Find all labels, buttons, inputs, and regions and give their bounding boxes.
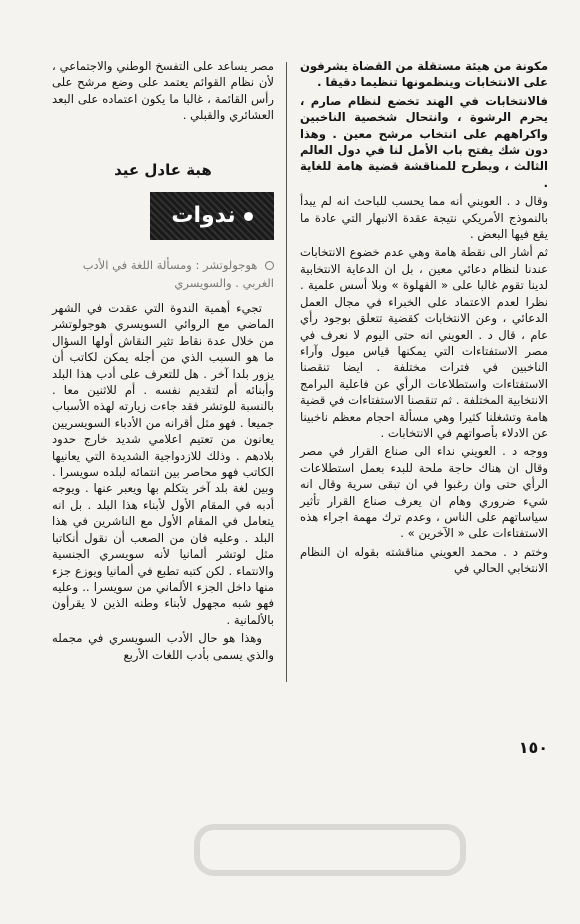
left-body-paragraph: تجيء أهمية الندوة التي عقدت في الشهر الماضي مع الروائي السويسري هوجولوتشر من خلال عدة نقاط تثير النقاش أولها السؤال ما هو السبب الذي من أجله يمكن لكاتب أن يزور بلدا آخر . هل للتعرف على أدب هذا البلد وأبنائه أم لتقديم نفسه . أم للاثنين معا . بالنسبة للوتشر فقد جاءت زيارته لهذه الأسباب جميعا . فهو مثل أقرانه من الأدباء السويسريين يعانون من تعتيم اعلامي شديد خارج حدود بلادهم . وذلك للازدواجية الشديدة التي يعانيها الكاتب فهو محاصر بين انتمائه لبلده سويسرا . وبين لغة بلد آخر يتكلم بها ويعبر عنها . ويوجه أدبه في المقام الأول لأبناء هذا البلد . بل انه يتعامل في المقام الأول مع الناشرين في هذا البلد . وعليه فان من الصعب أن نقول أنكاتبا مثل لوتشر ألمانيا لأنه سويسري الجنسية والانتماء . لكن كتبه تطبع في ألمانيا ويوزع جزء منها داخل الجزء الألماني من سويسرا .. وعليه فهو شبه مجهول لأبناء وطنه الذين لا يقرأون بالألمانية . <box>52 301 274 627</box>
right-column <box>300 58 548 579</box>
banner-bullet-icon <box>244 212 253 221</box>
right-paragraph: ثم أشار الى نقطة هامة وهي عدم خضوع الانتخابات عندنا لنظام دعائي معين ، بل ان الدعاية الانتخابية لدينا تقوم غالبا على « الفهلوة » وبلا أسس علمية . نظرا لعدم الاعتماد على الخبراء في مجال العمل الدعائي ، وعن الانتخابات كقضية تتعلق بوجود رأي عام ، قال د . العويني انه حتى اليوم لا نعرف في مصر الاستفتاءات التي يمكنها قياس ميول وآراء الناخبين في فترات مختلفة . ايضا تنقصنا الاستفتاءات واستطلاعات الرأي عن فاعلية البرامج الانتخابية المختلفة . ثم تنقصنا الاستفتاءات في قضية هامة وتشغلنا كثيرا وهي مسألة احجام معظم ناخبينا عن الادلاء بأصواتهم في الانتخابات . <box>300 245 548 440</box>
right-paragraph: مكونة من هيئة مستقلة من القضاة يشرفون على الانتخابات وينظمونها تنظيما دقيقا . <box>300 59 548 90</box>
section-banner <box>150 192 274 240</box>
article-subheading <box>52 256 274 292</box>
watermark-logo <box>180 820 480 880</box>
section-banner-title: ندوات <box>171 203 236 228</box>
article-subheading-text: هوجولوتشر : ومسألة اللغة في الأدب الغربي . والسويسري <box>82 258 274 290</box>
author-signature: هبة عادل عيد <box>114 161 212 179</box>
right-paragraph: فالانتخابات في الهند تخضع لنظام صارم ، يحرم الرشوة ، وانتحال شخصية الناخبين واكراههم على انتخاب مرشح معين . وهذا دون شك يفتح باب الأمل لنا في دول العالم الثالث ، ويطرح للمناقشة قضية هامة للغاية . <box>300 93 548 190</box>
watermark-shape <box>194 824 466 876</box>
page-number: ١٥٠ <box>518 738 548 757</box>
left-top-paragraph: مصر يساعد على التفسخ الوطني والاجتماعي ، لأن نظام القوائم يعتمد على وضع مرشح على رأس القائمة ، غالبا ما يكون اعتماده على البعد العشائري والقبلي . <box>52 59 274 123</box>
left-column-top <box>52 58 274 126</box>
left-column-body <box>52 300 274 665</box>
right-paragraph: وقال د . العويني أنه مما يحسب للباحث انه لم يبدأ بالنموذج الأمريكي نتيجة عقدة الانبهار التي عادة ما يقع فيها البعض . <box>300 194 548 242</box>
right-paragraph: وختم د . محمد العويني مناقشته بقوله ان النظام الانتخابي الحالي في <box>300 544 548 576</box>
circle-bullet-icon <box>265 261 274 270</box>
column-divider <box>286 62 287 682</box>
right-paragraph: ووجه د . العويني نداء الى صناع القرار في مصر وقال ان هناك حاجة ملحة للبدء بعمل استطلاعات الرأي حتى وان رغبوا في ان تبقى سرية وقال انه شيء ضروري وهام ان يعرف صناع القرار تأثير سياساتهم على الناس ، وعدم ترك مهمة اجراء هذه الاستفتاءات على « الآخرين » . <box>300 444 548 541</box>
left-body-paragraph: وهذا هو حال الأدب السويسري في مجمله والذي يسمى بأدب اللغات الأربع <box>52 631 274 662</box>
